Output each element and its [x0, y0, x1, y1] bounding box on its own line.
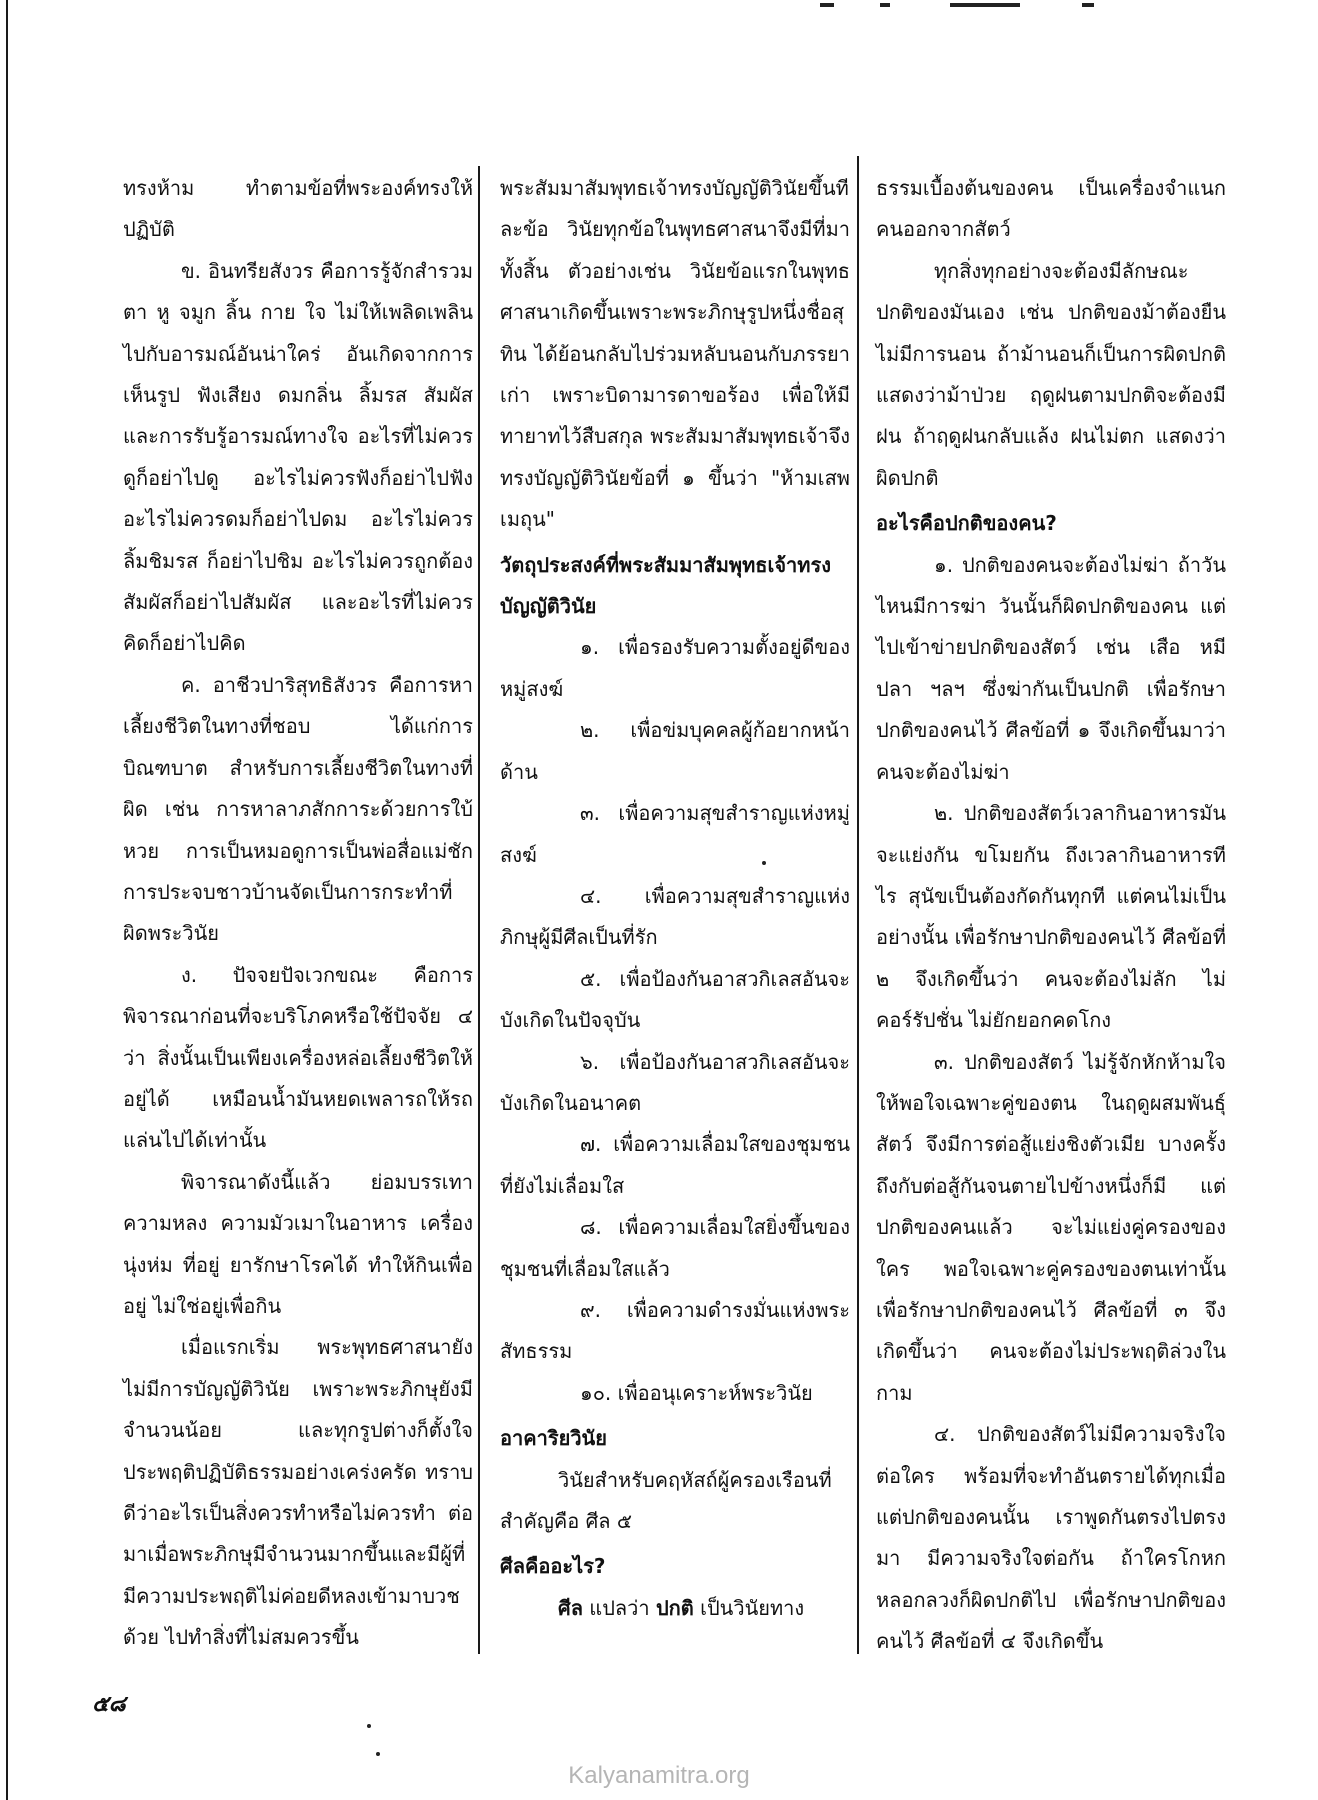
list-item: ๓. เพื่อความสุขสำราญแห่งหมู่สงฆ์ — [500, 801, 850, 867]
term-sila: ศีล — [558, 1595, 583, 1620]
paragraph: ทุกสิ่งทุกอย่างจะต้องมีลักษณะปกติของมันเอง เช่น ปกติของม้าต้องยืน ไม่มีการนอน ถ้าม้านอนก็เป็นการผิดปกติ แสดงว่าม้าป่วย ฤดูฝนตามปกติจะต้องมีฝน ถ้าฤดูฝนกลับแล้ง ฝนไม่ตก แสดงว่าผิดปกติ — [876, 258, 1226, 490]
purpose-list — [500, 627, 850, 1414]
paragraph: เมื่อแรกเริ่ม พระพุทธศาสนายังไม่มีการบัญญัติวินัย เพราะพระภิกษุยังมีจำนวนน้อย และทุกรูปต่างก็ตั้งใจประพฤติปฏิบัติธรรมอย่างเคร่งครัด ทราบดีว่าอะไรเป็นสิ่งควรทำหรือไม่ควรทำ ต่อมาเมื่อพระภิกษุมีจำนวนมากขึ้นและมีผู้ที่มีความประพฤติไม่ค่อยดีหลงเข้ามาบวชด้วย ไปทำสิ่งที่ไม่สมควรขึ้น — [123, 1335, 473, 1650]
paragraph — [500, 1588, 850, 1629]
paragraph: ทรงห้าม ทำตามข้อที่พระองค์ทรงให้ปฏิบัติ — [123, 176, 473, 242]
column-2 — [500, 168, 850, 1629]
text-span: แปลว่า — [582, 1595, 656, 1620]
text-span: เป็นวินัยทาง — [693, 1595, 805, 1620]
list-item: ๒. เพื่อข่มบุคคลผู้ก้อยากหน้าด้าน — [500, 718, 850, 784]
paragraph: ธรรมเบื้องต้นของคน เป็นเครื่องจำแนกคนออกจากสัตว์ — [876, 176, 1226, 242]
paragraph: พระสัมมาสัมพุทธเจ้าทรงบัญญัติวินัยขึ้นทีละข้อ วินัยทุกข้อในพุทธศาสนาจึงมีที่มาทั้งสิ้น ตัวอย่างเช่น วินัยข้อแรกในพุทธศาสนาเกิดขึ้นเพราะพระภิกษุรูปหนึ่งชื่อสุทิน ได้ย้อนกลับไปร่วมหลับนอนกับภรรยาเก่า เพราะบิดามารดาขอร้อง เพื่อให้มีทายาทไว้สืบสกุล พระสัมมาสัมพุทธเจ้าจึงทรงบัญญัติวินัยข้อที่ ๑ ขึ้นว่า "ห้ามเสพเมถุน" — [500, 176, 850, 532]
section-heading: วัตถุประสงค์ที่พระสัมมาสัมพุทธเจ้าทรงบัญญัติวินัย — [500, 552, 831, 619]
column-divider-2 — [857, 156, 859, 1654]
watermark: Kalyanamitra.org — [568, 1762, 750, 1789]
paragraph: ๓. ปกติของสัตว์ ไม่รู้จักหักห้ามใจให้พอใจเฉพาะคู่ของตน ในฤดูผสมพันธุ์สัตว์ จึงมีการต่อสู้แย่งชิงตัวเมีย บางครั้งถึงกับต่อสู้กันจนตายไปข้างหนึ่งก็มี แต่ปกติของคนแล้ว จะไม่แย่งคู่ครองของใคร พอใจเฉพาะคู่ครองของตนเท่านั้น เพื่อรักษาปกติของคนไว้ ศีลข้อที่ ๓ จึงเกิดขึ้นว่า คนจะต้องไม่ประพฤติล่วงในกาม — [876, 1049, 1226, 1405]
paragraph: ง. ปัจจยปัจเวกขณะ คือการพิจารณาก่อนที่จะบริโภคหรือใช้ปัจจัย ๔ ว่า สิ่งนั้นเป็นเพียงเครื่องหล่อเลี้ยงชีวิตให้อยู่ได้ เหมือนน้ำมันหยดเพลารถให้รถแล่นไปได้เท่านั้น — [123, 962, 473, 1153]
paragraph: ๑. ปกติของคนจะต้องไม่ฆ่า ถ้าวันไหนมีการฆ่า วันนั้นก็ผิดปกติของคน แต่ไปเข้าข่ายปกติของสัตว์ เช่น เสือ หมี ปลา ฯลฯ ซึ่งฆ่ากันเป็นปกติ เพื่อรักษาปกติของคนไว้ ศีลข้อที่ ๑ จึงเกิดขึ้นมาว่า คนจะต้องไม่ฆ่า — [876, 552, 1226, 784]
left-page-border — [6, 0, 8, 1800]
section-heading: อาคาริยวินัย — [500, 1426, 607, 1451]
scan-speck — [376, 1752, 380, 1756]
paragraph: พิจารณาดังนี้แล้ว ย่อมบรรเทาความหลง ความมัวเมาในอาหาร เครื่องนุ่งห่ม ที่อยู่ ยารักษาโรคได้ ทำให้กินเพื่ออยู่ ไม่ใช่อยู่เพื่อกิน — [123, 1169, 473, 1318]
scan-speck — [762, 861, 766, 865]
list-item: ๔. เพื่อความสุขสำราญแห่งภิกษุผู้มีศีลเป็นที่รัก — [500, 883, 850, 950]
list-item: ๙. เพื่อความดำรงมั่นแห่งพระสัทธรรม — [500, 1297, 850, 1364]
top-edge-marks — [820, 0, 1180, 14]
list-item: ๗. เพื่อความเลื่อมใสของชุมชนที่ยังไม่เลื่อมใส — [500, 1132, 850, 1198]
scan-speck — [367, 1724, 371, 1728]
column-divider-1 — [478, 166, 480, 1654]
list-item: ๘. เพื่อความเลื่อมใสยิ่งขึ้นของชุมชนที่เลื่อมใสแล้ว — [500, 1215, 850, 1281]
section-heading: อะไรคือปกติของคน? — [876, 511, 1057, 536]
paragraph: ๒. ปกติของสัตว์เวลากินอาหารมันจะแย่งกัน ขโมยกัน ถึงเวลากินอาหารทีไร สุนัขเป็นต้องกัดกันทุกที แต่คนไม่เป็นอย่างนั้น เพื่อรักษาปกติของคนไว้ ศีลข้อที่ ๒ จึงเกิดขึ้นว่า คนจะต้องไม่ลัก ไม่คอร์รัปชั่น ไม่ยักยอกคดโกง — [876, 801, 1226, 1033]
list-item: ๑. เพื่อรองรับความตั้งอยู่ดีของหมู่สงฆ์ — [500, 635, 850, 701]
section-heading: ศีลคืออะไร? — [500, 1554, 606, 1579]
paragraph: ข. อินทรียสังวร คือการรู้จักสำรวม ตา หู จมูก ลิ้น กาย ใจ ไม่ให้เพลิดเพลินไปกับอารมณ์อันน่าใคร่ อันเกิดจากการเห็นรูป ฟังเสียง ดมกลิ่น ลิ้มรส สัมผัส และการรับรู้อารมณ์ทางใจ อะไรที่ไม่ควรดูก็อย่าไปดู อะไรไม่ควรฟังก็อย่าไปฟัง อะไรไม่ควรดมก็อย่าไปดม อะไรไม่ควรลิ้มชิมรส ก็อย่าไปชิม อะไรไม่ควรถูกต้องสัมผัสก็อย่าไปสัมผัส และอะไรที่ไม่ควรคิดก็อย่าไปคิด — [123, 258, 473, 656]
list-item: ๖. เพื่อป้องกันอาสวกิเลสอันจะบังเกิดในอนาคต — [500, 1049, 850, 1115]
term-pakati: ปกติ — [655, 1595, 694, 1620]
column-3 — [876, 168, 1226, 1663]
paragraph: ๔. ปกติของสัตว์ไม่มีความจริงใจต่อใคร พร้อมที่จะทำอันตรายได้ทุกเมื่อ แต่ปกติของคนนั้น เราพูดกันตรงไปตรงมา มีความจริงใจต่อกัน ถ้าใครโกหกหลอกลวงก็ผิดปกติไป เพื่อรักษาปกติของคนไว้ ศีลข้อที่ ๔ จึงเกิดขึ้น — [876, 1422, 1226, 1654]
paragraph: วินัยสำหรับคฤหัสถ์ผู้ครองเรือนที่สำคัญคือ ศีล ๕ — [500, 1467, 832, 1533]
column-1 — [123, 168, 473, 1659]
page-number: ๕๘ — [92, 1692, 126, 1717]
list-item: ๕. เพื่อป้องกันอาสวกิเลสอันจะบังเกิดในปัจจุบัน — [500, 966, 850, 1033]
paragraph: ค. อาชีวปาริสุทธิสังวร คือการหาเลี้ยงชีวิตในทางที่ชอบ ได้แก่การบิณฑบาต สำหรับการเลี้ยงชีวิตในทางที่ผิด เช่น การหาลาภสักการะด้วยการใบ้หวย การเป็นหมอดูการเป็นพ่อสื่อแม่ชักการประจบชาวบ้านจัดเป็นการกระทำที่ผิดพระวินัย — [123, 672, 473, 946]
list-item: ๑๐. เพื่ออนุเคราะห์พระวินัย — [580, 1380, 813, 1405]
